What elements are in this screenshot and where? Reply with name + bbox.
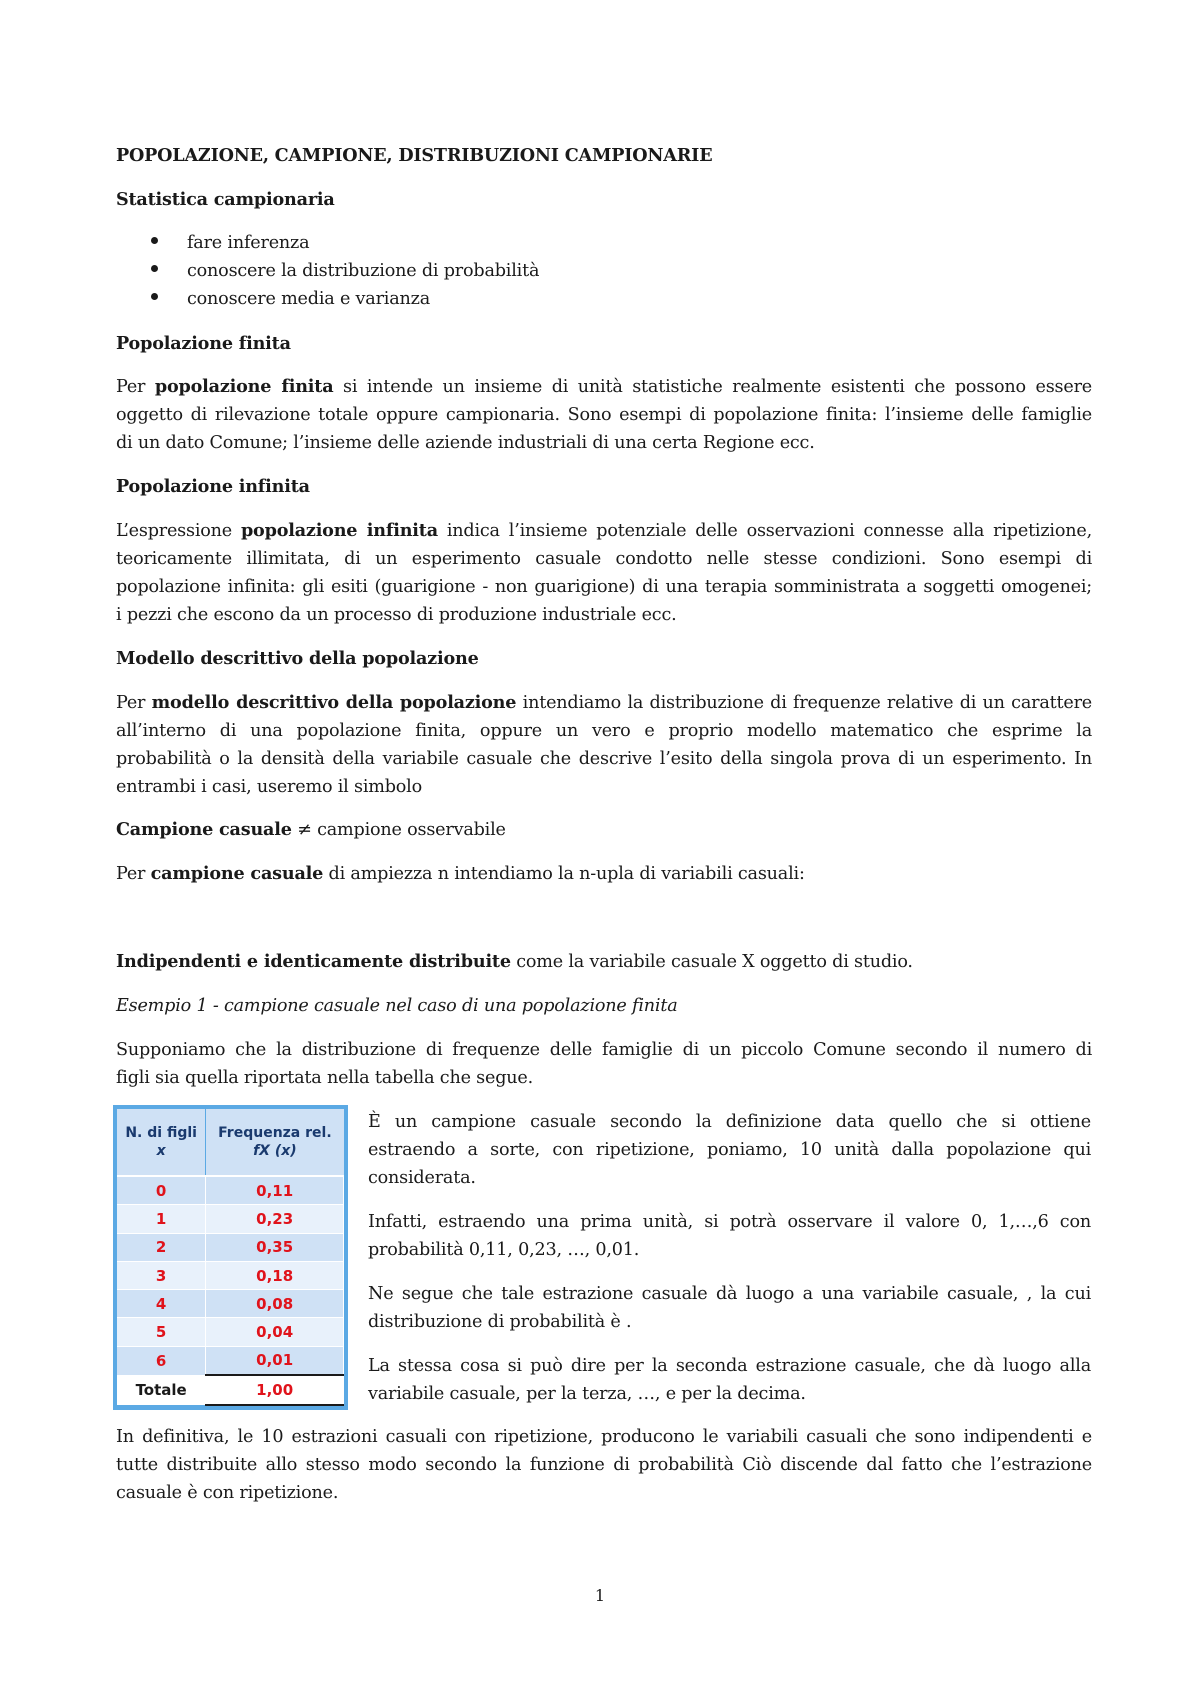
paragraph-line: entrambi i casi, useremo il simbolo (116, 777, 423, 797)
table-cell: 0,23 (206, 1205, 344, 1233)
table-header-row (117, 1109, 344, 1176)
heading-modello-descrittivo: Modello descrittivo della popolazione (116, 648, 479, 669)
paragraph-line: La stessa cosa si può dire per la seconda estrazione casuale, che dà luogo alla (368, 1356, 1091, 1376)
heading-popolazione-finita: Popolazione finita (116, 333, 291, 354)
table-header-cell: Frequenza rel. fX (x) (206, 1109, 344, 1176)
paragraph-line: Per popolazione finita si intende un insieme di unità statistiche realmente esistenti che possono essere (116, 376, 1092, 397)
table-cell: 0,11 (206, 1176, 344, 1205)
table-row (117, 1233, 344, 1261)
bullet-icon (151, 237, 158, 244)
table-cell: 0 (117, 1176, 206, 1205)
table-cell: 6 (117, 1346, 206, 1375)
paragraph-line: di un dato Comune; l’insieme delle aziende industriali di una certa Regione ecc. (116, 433, 815, 453)
paragraph-line: probabilità 0,11, 0,23, …, 0,01. (368, 1240, 640, 1260)
table-header-cell: N. di figli x (117, 1109, 206, 1176)
paragraph-line: all’interno di una popolazione finita, oppure un vero e proprio modello matematico che esprime la (116, 721, 1092, 741)
table-cell: 4 (117, 1290, 206, 1318)
table-row (117, 1318, 344, 1346)
table-total-label: Totale (117, 1375, 206, 1405)
paragraph-line: teoricamente illimitata, di un esperimento casuale condotto nelle stesse condizioni. Sono esempi di (116, 549, 1092, 569)
paragraph-line: Supponiamo che la distribuzione di frequenze delle famiglie di un piccolo Comune secondo il numero di (116, 1040, 1092, 1060)
paragraph-line: È un campione casuale secondo la definizione data quello che si ottiene (368, 1112, 1091, 1132)
frequency-table (113, 1105, 348, 1410)
paragraph-line: In definitiva, le 10 estrazioni casuali con ripetizione, producono le variabili casuali che sono indipendenti e (116, 1427, 1092, 1447)
heading-campione-casuale: Campione casuale ≠ campione osservabile (116, 819, 506, 840)
paragraph-line: variabile casuale, per la terza, …, e per la decima. (368, 1384, 806, 1404)
paragraph-line: distribuzione di probabilità è . (368, 1312, 632, 1332)
table-cell: 0,18 (206, 1261, 344, 1289)
heading-statistica-campionaria: Statistica campionaria (116, 189, 335, 210)
paragraph-line: oggetto di rilevazione totale oppure campionaria. Sono esempi di popolazione finita: l’insieme delle famiglie (116, 405, 1092, 425)
table-total-value: 1,00 (206, 1375, 344, 1405)
paragraph-line: casuale è con ripetizione. (116, 1483, 339, 1503)
page-number: 1 (594, 1586, 606, 1605)
table-total-row (117, 1375, 344, 1405)
paragraph-line: L’espressione popolazione infinita indica l’insieme potenziale delle osservazioni connesse alla ripetizione, (116, 520, 1092, 541)
heading-popolazione-infinita: Popolazione infinita (116, 476, 310, 497)
bullet-icon (151, 293, 158, 300)
paragraph-line: considerata. (368, 1168, 476, 1188)
table-cell: 3 (117, 1261, 206, 1289)
table-cell: 2 (117, 1233, 206, 1261)
bullet-item: fare inferenza (187, 233, 310, 253)
table-row (117, 1346, 344, 1375)
paragraph-line: Indipendenti e identicamente distribuite come la variabile casuale X oggetto di studio. (116, 951, 913, 972)
paragraph-line: Per campione casuale di ampiezza n intendiamo la n-upla di variabili casuali: (116, 863, 805, 884)
paragraph-line: Per modello descrittivo della popolazione intendiamo la distribuzione di frequenze relative di un carattere (116, 692, 1092, 713)
paragraph-line: Infatti, estraendo una prima unità, si potrà osservare il valore 0, 1,…,6 con (368, 1212, 1091, 1232)
table-cell: 0,01 (206, 1346, 344, 1375)
paragraph-line: i pezzi che escono da un processo di produzione industriale ecc. (116, 605, 677, 625)
paragraph-line: probabilità o la densità della variabile casuale che descrive l’esito della singola prova di un esperimento. In (116, 749, 1092, 769)
table-cell: 5 (117, 1318, 206, 1346)
table-cell: 0,35 (206, 1233, 344, 1261)
table-row (117, 1261, 344, 1289)
bullet-icon (151, 265, 158, 272)
paragraph-line: Ne segue che tale estrazione casuale dà luogo a una variabile casuale, , la cui (368, 1284, 1091, 1304)
paragraph-line: popolazione infinita: gli esiti (guarigione - non guarigione) di una terapia somministrata a soggetti omogenei; (116, 577, 1092, 597)
table-cell: 0,08 (206, 1290, 344, 1318)
page-title: POPOLAZIONE, CAMPIONE, DISTRIBUZIONI CAMPIONARIE (116, 145, 713, 166)
table-row (117, 1176, 344, 1205)
bullet-item: conoscere media e varianza (187, 289, 430, 309)
example-title: Esempio 1 - campione casuale nel caso di una popolazione finita (116, 996, 678, 1016)
table-cell: 1 (117, 1205, 206, 1233)
bullet-item: conoscere la distribuzione di probabilità (187, 261, 540, 281)
table-row (117, 1205, 344, 1233)
table-row (117, 1290, 344, 1318)
paragraph-line: estraendo a sorte, con ripetizione, poniamo, 10 unità dalla popolazione qui (368, 1140, 1091, 1160)
paragraph-line: tutte distribuite allo stesso modo secondo la funzione di probabilità Ciò discende dal fatto che l’estrazione (116, 1455, 1092, 1475)
table-cell: 0,04 (206, 1318, 344, 1346)
paragraph-line: figli sia quella riportata nella tabella che segue. (116, 1068, 534, 1088)
